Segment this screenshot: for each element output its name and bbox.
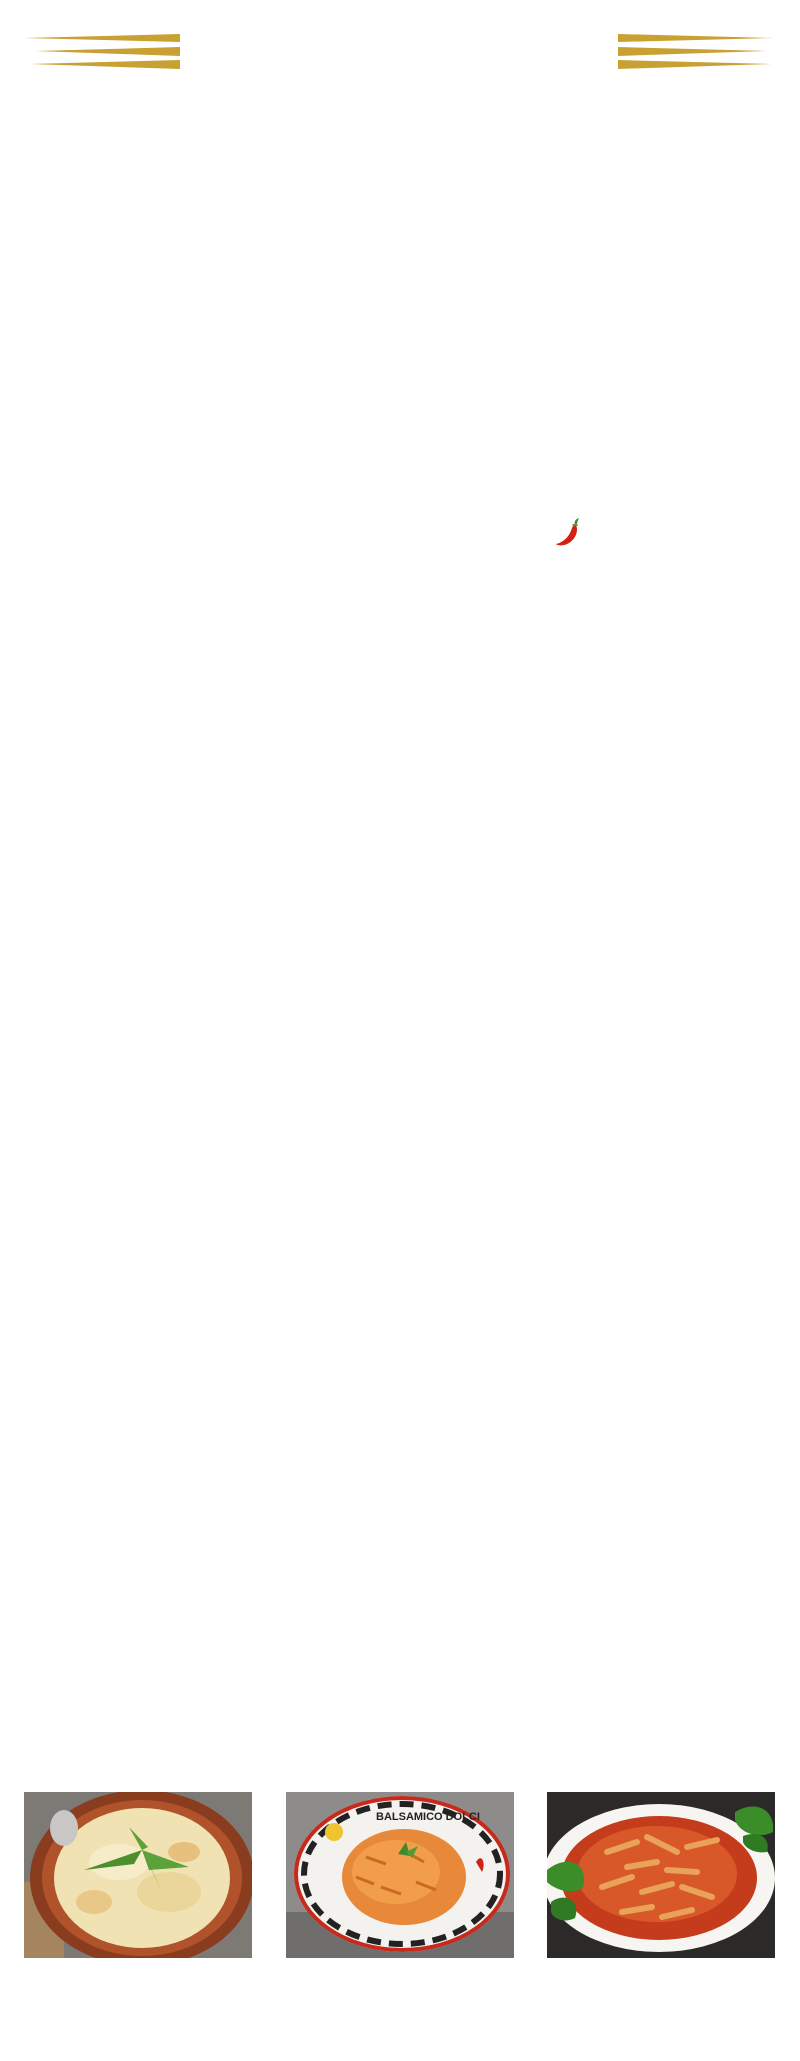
menu-stripes-icon-right[interactable] (618, 33, 774, 71)
dish-gallery (24, 1792, 776, 1960)
menu-stripes-icon[interactable] (24, 33, 180, 71)
plate-text: BALSAMICO DOLCI (376, 1811, 480, 1823)
penne-arrabbiata-photo[interactable] (547, 1792, 775, 1958)
penne-alla-vodka-photo[interactable] (286, 1792, 514, 1958)
baked-cheese-casserole-photo[interactable] (24, 1792, 252, 1958)
chili-pepper-icon (555, 518, 581, 548)
